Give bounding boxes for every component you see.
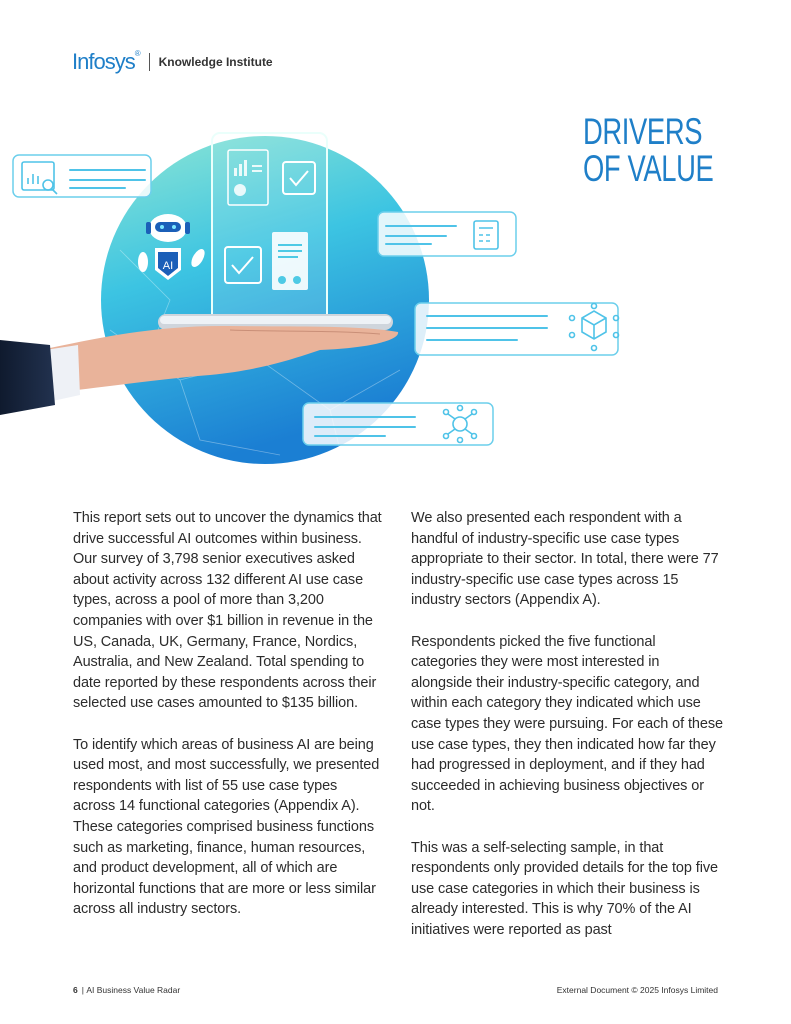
suit-sleeve [0, 340, 55, 415]
footer-separator: | [81, 985, 87, 995]
page-number: 6 [73, 985, 78, 995]
title-line-2: OF VALUE [583, 148, 714, 189]
report-icon [272, 232, 308, 290]
publication-name: AI Business Value Radar [86, 985, 181, 995]
header-divider [149, 53, 150, 71]
body-column-left [73, 508, 383, 940]
body-column-right [411, 508, 723, 961]
paragraph: To identify which areas of business AI are being used most, and most successfully, we presented respondents with list of 55 use case types across 14 functional categories (Appendix A). These categories comprised business functions such as marketing, finance, human resources, and product development, all of which are horizontal functions that are more or less similar across all industry sectors. [73, 736, 380, 918]
paragraph: This report sets out to uncover the dynamics that drive successful AI outcomes within business. Our survey of 3,798 senior executives asked about activity across 132 different AI use case types, across a pool of more than 3,200 companies with over $1 billion in revenue in the US, Canada, UK, Germany, France, Nordics, Australia, and New Zealand. Total spending to date reported by these respondents across their selected use cases amounted to $135 billion. [73, 510, 382, 712]
institute-name: Knowledge Institute [158, 55, 273, 69]
paragraph: Respondents picked the five functional categories they were most interested in alongside their industry-specific category, and within each category they indicated which use case types they were pursuing. For each of these use case types, they then indicated how far they had progressed in deployment, and if they had succeeded in achieving business objectives or not. [411, 633, 723, 815]
paragraph: This was a self-selecting sample, in that respondents only provided details for the top five use case categories in which their business is already interested. This is why 70% of the AI initiatives were reported as past [411, 839, 718, 938]
title-line-1: DRIVERS [583, 111, 703, 152]
page-header [72, 50, 273, 74]
footer-copyright: External Document © 2025 Infosys Limited [556, 985, 718, 995]
hero-illustration [0, 105, 791, 485]
footer-left [73, 985, 180, 995]
paragraph: We also presented each respondent with a handful of industry-specific use case types appropriate to their sector. In total, there were 77 industry-specific use case types across 15 industry sectors (Appendix A). [411, 510, 719, 609]
svg-text:AI: AI [162, 260, 174, 272]
infosys-logo: Infosys® [72, 49, 141, 74]
